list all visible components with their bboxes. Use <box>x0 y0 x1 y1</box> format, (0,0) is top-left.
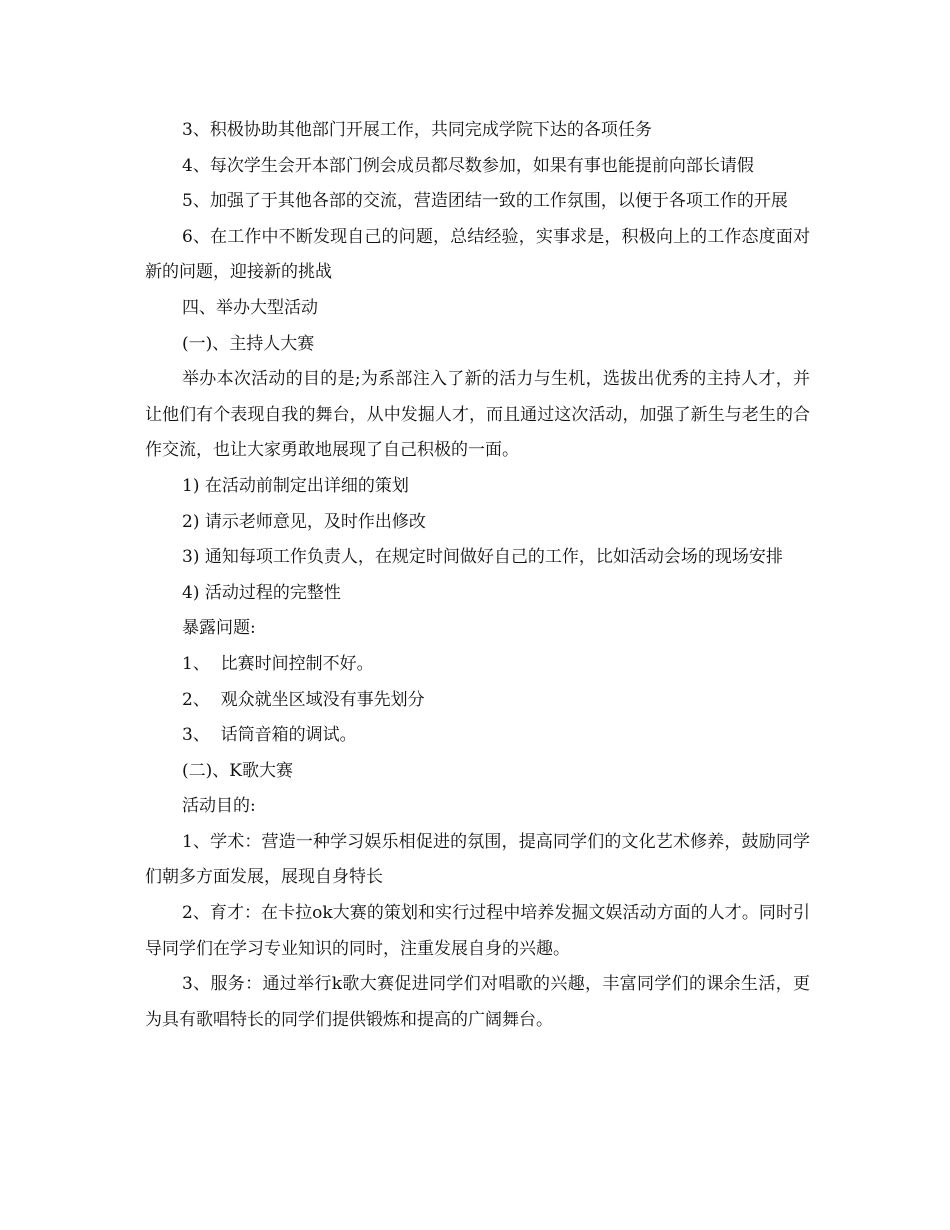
issue-item-2: 2、 观众就坐区域没有事先划分 <box>182 689 425 710</box>
karaoke-goal-academic: 1、学术：营造一种学习娱乐相促进的氛围，提高同学们的文化艺术修养，鼓励同学们朝多方面发展，展现自身特长 <box>145 831 810 888</box>
paragraph-item-3: 3、积极协助其他部门开展工作，共同完成学院下达的各项任务 <box>182 120 652 140</box>
section-heading-activities: 四、举办大型活动 <box>182 297 318 318</box>
karaoke-purpose-heading: 活动目的: <box>182 796 256 817</box>
subsection-heading-host-contest: (一)、主持人大赛 <box>182 333 315 354</box>
subsection-heading-karaoke: (二)、K歌大赛 <box>182 760 293 781</box>
host-step-4: 4) 活动过程的完整性 <box>182 582 341 603</box>
karaoke-goal-service: 3、服务：通过举行k歌大赛促进同学们对唱歌的兴趣，丰富同学们的课余生活，更为具有歌唱特长的同学们提供锻炼和提高的广阔舞台。 <box>145 974 810 1030</box>
paragraph-item-6: 6、在工作中不断发现自己的问题，总结经验，实事求是，积极向上的工作态度面对新的问题，迎接新的挑战 <box>145 226 810 283</box>
host-step-3: 3) 通知每项工作负责人，在规定时间做好自己的工作，比如活动会场的现场安排 <box>182 547 783 568</box>
issue-item-1: 1、 比赛时间控制不好。 <box>182 653 374 674</box>
issues-heading: 暴露问题: <box>182 618 256 639</box>
karaoke-goal-talent: 2、育才：在卡拉ok大赛的策划和实行过程中培养发掘文娱活动方面的人才。同时引导同学们在学习专业知识的同时，注重发展自身的兴趣。 <box>145 903 810 959</box>
issue-item-3: 3、 话筒音箱的调试。 <box>182 725 357 746</box>
host-step-1: 1) 在活动前制定出详细的策划 <box>182 475 409 496</box>
paragraph-item-4: 4、每次学生会开本部门例会成员都尽数参加，如果有事也能提前向部长请假 <box>182 155 754 176</box>
document-body <box>145 113 810 1038</box>
host-contest-purpose: 举办本次活动的目的是;为系部注入了新的活力与生机，选拔出优秀的主持人才，并让他们有个表现自我的舞台，从中发掘人才，而且通过这次活动，加强了新生与老生的合作交流，也让大家勇敢地展现了自己积极的一面。 <box>145 369 810 461</box>
host-step-2: 2) 请示老师意见，及时作出修改 <box>182 511 426 532</box>
paragraph-item-5: 5、加强了于其他各部的交流，营造团结一致的工作氛围，以便于各项工作的开展 <box>182 191 788 212</box>
